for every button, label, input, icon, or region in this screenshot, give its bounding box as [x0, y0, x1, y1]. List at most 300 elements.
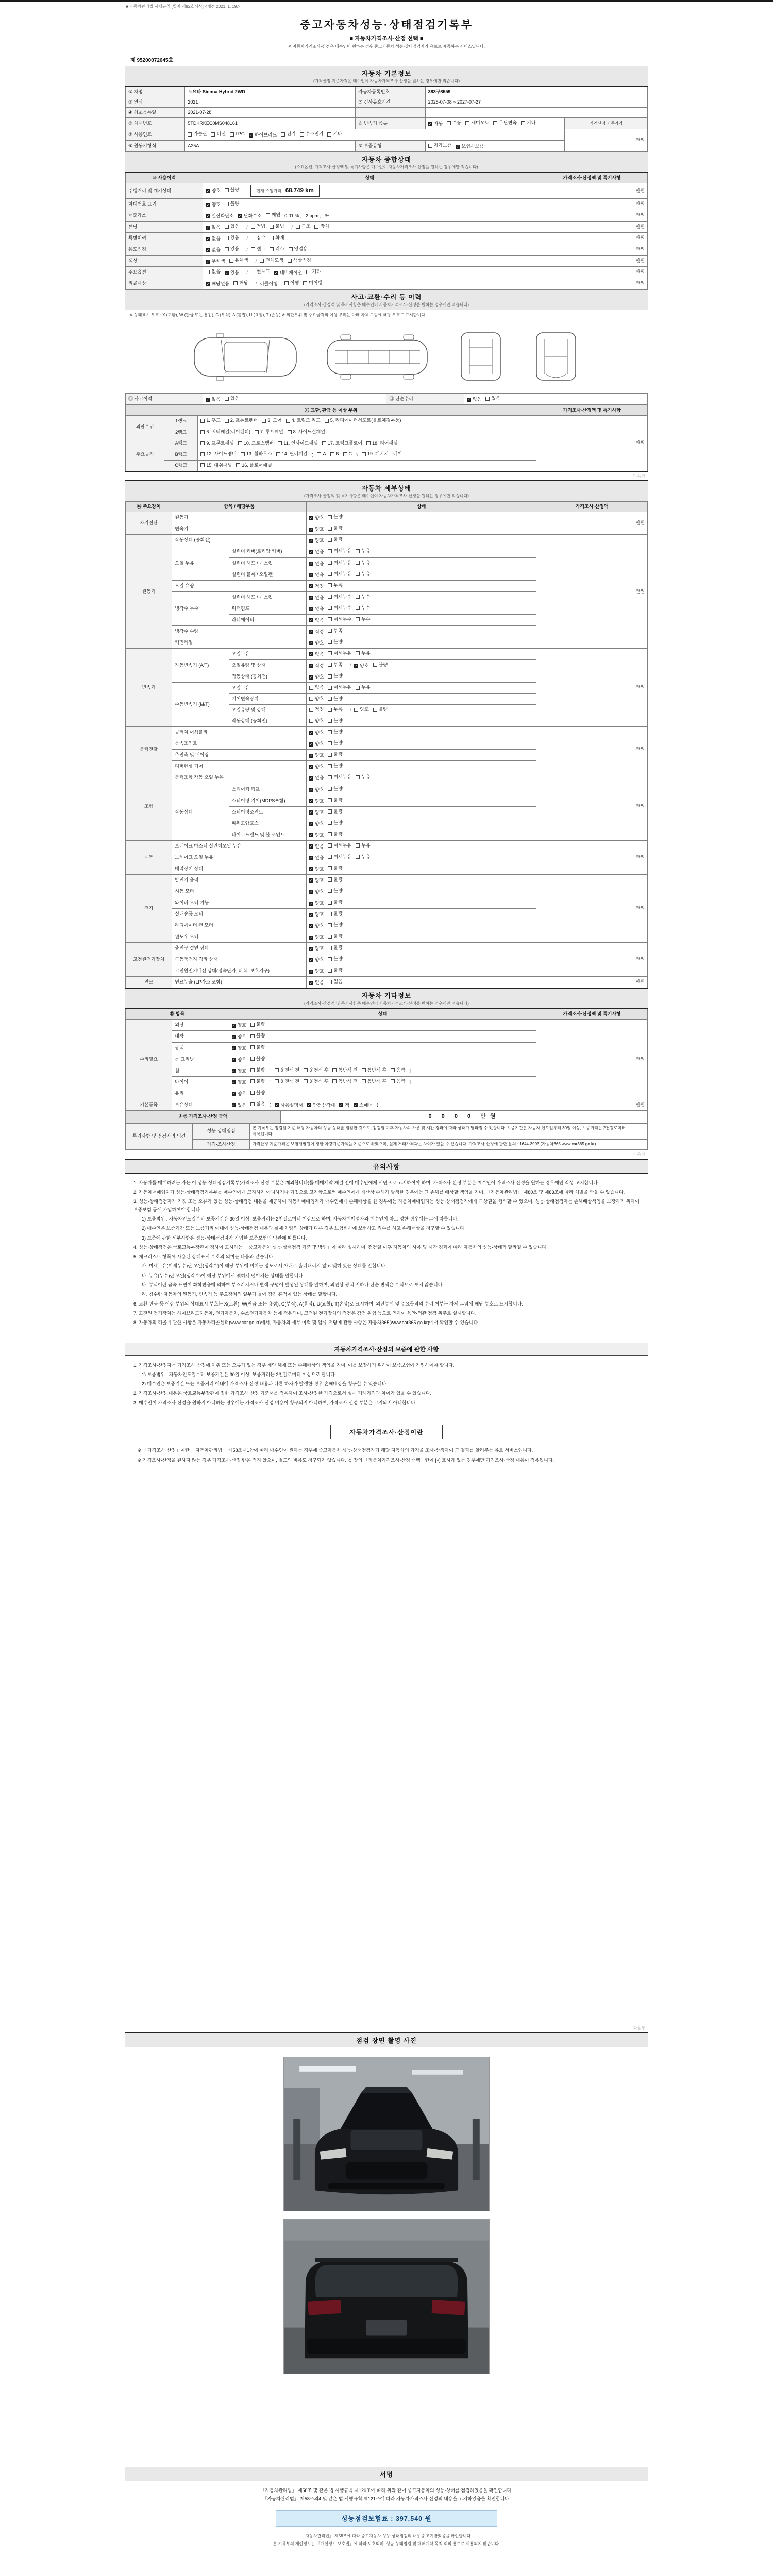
checkbox-unchecked[interactable]	[328, 808, 342, 815]
checkbox-box-icon[interactable]	[328, 515, 332, 519]
checkbox-box-icon[interactable]	[200, 463, 205, 467]
checkbox-box-icon[interactable]	[332, 1068, 337, 1072]
checkbox-box-icon[interactable]	[328, 775, 332, 779]
checkbox-checked[interactable]	[232, 1068, 246, 1075]
checkbox-unchecked[interactable]	[200, 429, 250, 435]
checkbox-unchecked[interactable]	[230, 131, 245, 138]
checkbox-box-icon[interactable]	[225, 397, 229, 401]
checkbox-unchecked[interactable]	[251, 234, 265, 241]
checkbox-checked[interactable]	[309, 945, 324, 952]
checkbox-checked[interactable]	[456, 143, 483, 150]
checkbox-box-icon[interactable]: ✓	[428, 122, 432, 126]
checkbox-checked[interactable]	[309, 843, 324, 850]
checkbox-unchecked[interactable]	[391, 1067, 405, 1074]
checkbox-box-icon[interactable]	[328, 798, 332, 802]
checkbox-unchecked[interactable]	[362, 1078, 386, 1085]
checkbox-checked[interactable]	[232, 1045, 246, 1052]
checkbox-unchecked[interactable]	[309, 706, 324, 713]
checkbox-box-icon[interactable]	[206, 270, 210, 274]
checkbox-box-icon[interactable]	[328, 923, 332, 927]
checkbox-unchecked[interactable]	[270, 223, 284, 230]
checkbox-checked[interactable]	[206, 247, 220, 253]
checkbox-box-icon[interactable]	[328, 821, 332, 825]
checkbox-unchecked[interactable]	[289, 246, 308, 252]
checkbox-checked[interactable]	[206, 224, 220, 231]
checkbox-unchecked[interactable]	[328, 740, 342, 747]
checkbox-checked[interactable]	[309, 923, 324, 929]
checkbox-unchecked[interactable]	[465, 120, 489, 126]
checkbox-checked[interactable]	[309, 537, 324, 544]
checkbox-checked[interactable]	[309, 730, 324, 736]
checkbox-box-icon[interactable]	[521, 121, 525, 125]
checkbox-unchecked[interactable]	[250, 1067, 265, 1074]
checkbox-box-icon[interactable]: ✓	[354, 1104, 357, 1108]
checkbox-unchecked[interactable]	[262, 417, 281, 424]
checkbox-unchecked[interactable]	[328, 525, 342, 532]
checkbox-box-icon[interactable]	[356, 549, 360, 553]
checkbox-box-icon[interactable]	[328, 935, 332, 939]
checkbox-box-icon[interactable]	[230, 132, 234, 137]
checkbox-unchecked[interactable]	[356, 842, 370, 849]
checkbox-box-icon[interactable]	[200, 419, 205, 423]
checkbox-unchecked[interactable]	[356, 650, 370, 657]
checkbox-unchecked[interactable]	[391, 1078, 405, 1085]
checkbox-box-icon[interactable]	[303, 281, 307, 285]
checkbox-box-icon[interactable]: ✓	[307, 1104, 311, 1108]
checkbox-checked[interactable]	[275, 1102, 303, 1109]
checkbox-box-icon[interactable]	[314, 225, 318, 229]
checkbox-box-icon[interactable]	[328, 561, 332, 565]
checkbox-box-icon[interactable]: ✓	[310, 890, 313, 894]
checkbox-box-icon[interactable]: ✓	[310, 607, 313, 612]
checkbox-box-icon[interactable]: ✓	[310, 811, 313, 815]
checkbox-box-icon[interactable]: ✓	[310, 845, 313, 849]
checkbox-checked[interactable]	[354, 1102, 373, 1109]
checkbox-checked[interactable]	[309, 798, 324, 805]
checkbox-unchecked[interactable]	[328, 639, 342, 646]
checkbox-unchecked[interactable]	[188, 131, 207, 138]
checkbox-unchecked[interactable]	[309, 718, 324, 724]
checkbox-box-icon[interactable]	[328, 787, 332, 791]
checkbox-unchecked[interactable]	[328, 696, 342, 702]
checkbox-box-icon[interactable]	[356, 572, 360, 576]
checkbox-checked[interactable]	[309, 515, 324, 521]
checkbox-unchecked[interactable]	[356, 774, 370, 781]
checkbox-box-icon[interactable]	[200, 452, 205, 456]
checkbox-unchecked[interactable]	[428, 142, 452, 149]
checkbox-box-icon[interactable]	[251, 225, 255, 229]
checkbox-box-icon[interactable]	[238, 441, 242, 445]
checkbox-box-icon[interactable]	[328, 946, 332, 950]
checkbox-box-icon[interactable]: ✓	[310, 788, 313, 792]
checkbox-unchecked[interactable]	[286, 417, 321, 424]
checkbox-box-icon[interactable]	[270, 225, 274, 229]
checkbox-box-icon[interactable]: ✓	[275, 1104, 279, 1108]
checkbox-checked[interactable]	[232, 1033, 246, 1040]
checkbox-checked[interactable]	[307, 1102, 335, 1109]
checkbox-box-icon[interactable]: ✓	[310, 528, 313, 532]
checkbox-box-icon[interactable]	[328, 980, 332, 984]
checkbox-box-icon[interactable]	[225, 419, 229, 423]
checkbox-unchecked[interactable]	[211, 131, 225, 138]
checkbox-box-icon[interactable]	[362, 1068, 366, 1072]
checkbox-box-icon[interactable]	[309, 686, 313, 690]
checkbox-checked[interactable]	[309, 900, 324, 907]
checkbox-checked[interactable]	[309, 583, 324, 590]
checkbox-unchecked[interactable]	[327, 131, 342, 138]
checkbox-box-icon[interactable]: ✓	[310, 754, 313, 758]
checkbox-box-icon[interactable]	[233, 281, 238, 285]
checkbox-box-icon[interactable]	[391, 1079, 395, 1083]
checkbox-checked[interactable]	[309, 889, 324, 895]
checkbox-box-icon[interactable]: ✓	[232, 1058, 236, 1062]
checkbox-box-icon[interactable]: ✓	[310, 742, 313, 747]
checkbox-unchecked[interactable]	[250, 1044, 265, 1051]
checkbox-unchecked[interactable]	[306, 268, 321, 275]
checkbox-unchecked[interactable]	[328, 728, 342, 735]
checkbox-box-icon[interactable]	[250, 1045, 255, 1049]
checkbox-unchecked[interactable]	[251, 223, 265, 230]
checkbox-box-icon[interactable]: ✓	[310, 539, 313, 543]
checkbox-unchecked[interactable]	[328, 820, 342, 826]
checkbox-box-icon[interactable]	[328, 595, 332, 599]
checkbox-box-icon[interactable]	[250, 1034, 255, 1038]
checkbox-checked[interactable]	[206, 201, 220, 208]
checkbox-checked[interactable]	[309, 775, 324, 782]
checkbox-box-icon[interactable]: ✓	[310, 913, 313, 917]
checkbox-checked[interactable]	[309, 866, 324, 873]
checkbox-checked[interactable]	[309, 764, 324, 770]
checkbox-checked[interactable]	[206, 281, 229, 287]
checkbox-box-icon[interactable]	[251, 270, 255, 274]
checkbox-box-icon[interactable]	[328, 969, 332, 973]
checkbox-box-icon[interactable]: ✓	[310, 856, 313, 860]
checkbox-box-icon[interactable]: ✓	[206, 189, 210, 193]
checkbox-unchecked[interactable]	[225, 223, 239, 230]
checkbox-unchecked[interactable]	[225, 395, 239, 402]
checkbox-box-icon[interactable]	[328, 686, 332, 690]
checkbox-unchecked[interactable]	[356, 854, 370, 860]
checkbox-box-icon[interactable]	[328, 866, 332, 870]
checkbox-checked[interactable]	[238, 213, 262, 219]
checkbox-checked[interactable]	[232, 1102, 246, 1109]
checkbox-checked[interactable]	[309, 752, 324, 759]
checkbox-box-icon[interactable]: ✓	[456, 145, 460, 149]
checkbox-unchecked[interactable]	[275, 1067, 299, 1074]
checkbox-checked[interactable]	[225, 269, 239, 276]
checkbox-box-icon[interactable]	[362, 1079, 366, 1083]
checkbox-box-icon[interactable]	[236, 463, 240, 467]
checkbox-unchecked[interactable]	[251, 246, 265, 252]
checkbox-box-icon[interactable]	[328, 843, 332, 848]
checkbox-checked[interactable]	[339, 1102, 349, 1109]
checkbox-box-icon[interactable]	[330, 452, 334, 456]
checkbox-unchecked[interactable]	[332, 1078, 357, 1085]
checkbox-unchecked[interactable]	[328, 628, 342, 634]
checkbox-box-icon[interactable]	[328, 719, 332, 723]
checkbox-box-icon[interactable]	[328, 957, 332, 961]
checkbox-box-icon[interactable]: ✓	[310, 776, 313, 781]
checkbox-box-icon[interactable]	[275, 1079, 279, 1083]
checkbox-box-icon[interactable]	[356, 651, 360, 655]
checkbox-unchecked[interactable]	[250, 1090, 265, 1096]
checkbox-box-icon[interactable]	[225, 225, 229, 229]
checkbox-unchecked[interactable]	[236, 462, 272, 469]
checkbox-checked[interactable]	[309, 561, 324, 567]
checkbox-unchecked[interactable]	[328, 718, 342, 724]
checkbox-box-icon[interactable]	[356, 686, 360, 690]
checkbox-box-icon[interactable]	[327, 132, 331, 137]
checkbox-box-icon[interactable]: ✓	[340, 1104, 343, 1108]
checkbox-unchecked[interactable]	[225, 246, 239, 252]
checkbox-unchecked[interactable]	[328, 910, 342, 917]
checkbox-box-icon[interactable]: ✓	[310, 947, 313, 951]
checkbox-checked[interactable]	[309, 934, 324, 941]
checkbox-unchecked[interactable]	[309, 684, 324, 691]
checkbox-box-icon[interactable]	[328, 708, 332, 712]
checkbox-unchecked[interactable]	[328, 560, 351, 566]
checkbox-box-icon[interactable]	[284, 281, 289, 285]
checkbox-box-icon[interactable]: ✓	[310, 958, 313, 962]
checkbox-unchecked[interactable]	[200, 462, 232, 469]
checkbox-box-icon[interactable]	[260, 259, 264, 263]
checkbox-box-icon[interactable]: ✓	[310, 924, 313, 928]
checkbox-unchecked[interactable]	[266, 212, 280, 218]
checkbox-unchecked[interactable]	[328, 774, 351, 781]
checkbox-unchecked[interactable]	[241, 451, 272, 457]
checkbox-box-icon[interactable]	[328, 583, 332, 587]
checkbox-box-icon[interactable]: ✓	[206, 282, 210, 286]
checkbox-checked[interactable]	[309, 572, 324, 579]
checkbox-unchecked[interactable]	[328, 650, 351, 657]
checkbox-unchecked[interactable]	[447, 120, 461, 126]
checkbox-box-icon[interactable]: ✓	[206, 226, 210, 230]
checkbox-box-icon[interactable]	[391, 1068, 395, 1072]
checkbox-box-icon[interactable]: ✓	[232, 1035, 236, 1039]
checkbox-box-icon[interactable]: ✓	[238, 214, 242, 218]
checkbox-checked[interactable]	[309, 957, 324, 963]
checkbox-box-icon[interactable]: ✓	[232, 1104, 236, 1108]
checkbox-box-icon[interactable]: ✓	[310, 868, 313, 872]
checkbox-box-icon[interactable]: ✓	[467, 398, 470, 402]
checkbox-box-icon[interactable]: ✓	[206, 237, 210, 241]
checkbox-checked[interactable]	[206, 213, 233, 219]
checkbox-unchecked[interactable]	[250, 1101, 265, 1108]
checkbox-checked[interactable]	[309, 787, 324, 793]
checkbox-box-icon[interactable]	[465, 121, 469, 125]
checkbox-box-icon[interactable]: ✓	[310, 585, 313, 589]
checkbox-box-icon[interactable]: ✓	[310, 653, 313, 657]
checkbox-box-icon[interactable]	[304, 1068, 308, 1072]
checkbox-box-icon[interactable]	[225, 236, 229, 240]
checkbox-box-icon[interactable]	[211, 132, 215, 137]
checkbox-checked[interactable]	[274, 269, 302, 276]
checkbox-checked[interactable]	[309, 809, 324, 816]
checkbox-unchecked[interactable]	[328, 662, 342, 668]
checkbox-box-icon[interactable]: ✓	[310, 765, 313, 769]
checkbox-box-icon[interactable]	[328, 629, 332, 633]
checkbox-box-icon[interactable]	[225, 202, 229, 206]
checkbox-unchecked[interactable]	[309, 696, 324, 702]
checkbox-box-icon[interactable]	[304, 1079, 308, 1083]
checkbox-unchecked[interactable]	[356, 548, 370, 554]
checkbox-box-icon[interactable]	[288, 259, 292, 263]
checkbox-box-icon[interactable]	[356, 606, 360, 610]
checkbox-box-icon[interactable]	[328, 697, 332, 701]
checkbox-box-icon[interactable]: ✓	[274, 271, 278, 275]
checkbox-checked[interactable]	[232, 1022, 246, 1029]
checkbox-box-icon[interactable]	[447, 121, 451, 125]
checkbox-box-icon[interactable]	[328, 809, 332, 814]
checkbox-box-icon[interactable]	[328, 651, 332, 655]
checkbox-box-icon[interactable]	[328, 741, 332, 745]
checkbox-box-icon[interactable]: ✓	[310, 800, 313, 804]
checkbox-box-icon[interactable]	[356, 843, 360, 848]
checkbox-box-icon[interactable]: ✓	[232, 1081, 236, 1085]
checkbox-box-icon[interactable]	[289, 247, 293, 251]
checkbox-unchecked[interactable]	[281, 131, 295, 138]
checkbox-box-icon[interactable]	[286, 419, 290, 423]
checkbox-box-icon[interactable]: ✓	[310, 664, 313, 668]
checkbox-unchecked[interactable]	[296, 223, 310, 230]
checkbox-checked[interactable]	[249, 132, 277, 139]
checkbox-checked[interactable]	[232, 1057, 246, 1063]
checkbox-unchecked[interactable]	[328, 786, 342, 792]
checkbox-box-icon[interactable]	[493, 121, 497, 125]
checkbox-checked[interactable]	[206, 235, 220, 242]
checkbox-box-icon[interactable]	[328, 912, 332, 916]
checkbox-box-icon[interactable]: ✓	[232, 1047, 236, 1051]
checkbox-unchecked[interactable]	[328, 751, 342, 758]
checkbox-unchecked[interactable]	[328, 548, 351, 554]
checkbox-box-icon[interactable]: ✓	[310, 550, 313, 554]
checkbox-box-icon[interactable]	[281, 132, 285, 137]
checkbox-box-icon[interactable]: ✓	[232, 1092, 236, 1096]
checkbox-checked[interactable]	[309, 640, 324, 647]
checkbox-unchecked[interactable]	[229, 257, 248, 264]
checkbox-unchecked[interactable]	[225, 187, 239, 193]
checkbox-box-icon[interactable]: ✓	[310, 970, 313, 974]
checkbox-box-icon[interactable]	[325, 419, 329, 423]
checkbox-unchecked[interactable]	[225, 200, 239, 207]
checkbox-unchecked[interactable]	[328, 673, 342, 680]
checkbox-checked[interactable]	[309, 968, 324, 975]
checkbox-box-icon[interactable]: ✓	[310, 562, 313, 566]
checkbox-box-icon[interactable]	[250, 1068, 255, 1072]
checkbox-box-icon[interactable]	[250, 1102, 255, 1106]
checkbox-unchecked[interactable]	[328, 967, 342, 974]
checkbox-unchecked[interactable]	[325, 417, 401, 424]
checkbox-box-icon[interactable]	[266, 213, 270, 217]
checkbox-box-icon[interactable]	[250, 1023, 255, 1027]
checkbox-box-icon[interactable]	[225, 247, 229, 251]
checkbox-box-icon[interactable]	[328, 855, 332, 859]
checkbox-box-icon[interactable]	[229, 259, 233, 263]
checkbox-unchecked[interactable]	[275, 1078, 299, 1085]
checkbox-unchecked[interactable]	[328, 922, 342, 928]
checkbox-unchecked[interactable]	[328, 594, 351, 600]
checkbox-box-icon[interactable]	[225, 188, 229, 192]
checkbox-box-icon[interactable]: ✓	[310, 630, 313, 634]
checkbox-box-icon[interactable]	[328, 832, 332, 836]
checkbox-unchecked[interactable]	[356, 616, 370, 623]
checkbox-unchecked[interactable]	[250, 1056, 265, 1062]
checkbox-box-icon[interactable]	[373, 663, 377, 667]
checkbox-box-icon[interactable]	[288, 430, 292, 434]
checkbox-unchecked[interactable]	[328, 831, 342, 838]
checkbox-checked[interactable]	[309, 617, 324, 624]
checkbox-unchecked[interactable]	[373, 706, 388, 713]
checkbox-checked[interactable]	[309, 606, 324, 613]
checkbox-checked[interactable]	[309, 595, 324, 601]
checkbox-box-icon[interactable]	[300, 132, 304, 137]
checkbox-box-icon[interactable]	[270, 236, 274, 240]
checkbox-box-icon[interactable]	[356, 595, 360, 599]
checkbox-unchecked[interactable]	[485, 395, 500, 402]
checkbox-box-icon[interactable]	[328, 527, 332, 531]
checkbox-unchecked[interactable]	[362, 451, 402, 457]
checkbox-box-icon[interactable]	[188, 132, 192, 137]
checkbox-checked[interactable]	[309, 821, 324, 827]
checkbox-checked[interactable]	[309, 741, 324, 748]
checkbox-unchecked[interactable]	[356, 571, 370, 578]
checkbox-box-icon[interactable]	[485, 397, 490, 401]
checkbox-box-icon[interactable]	[328, 674, 332, 679]
checkbox-unchecked[interactable]	[356, 605, 370, 612]
checkbox-unchecked[interactable]	[300, 131, 324, 138]
checkbox-box-icon[interactable]	[317, 452, 321, 456]
checkbox-unchecked[interactable]	[200, 440, 233, 447]
checkbox-unchecked[interactable]	[288, 257, 311, 264]
checkbox-checked[interactable]	[309, 663, 324, 669]
checkbox-checked[interactable]	[309, 877, 324, 884]
checkbox-unchecked[interactable]	[200, 417, 220, 424]
checkbox-unchecked[interactable]	[276, 451, 308, 457]
checkbox-box-icon[interactable]	[328, 538, 332, 542]
checkbox-unchecked[interactable]	[354, 706, 368, 713]
checkbox-box-icon[interactable]	[366, 441, 371, 445]
checkbox-unchecked[interactable]	[278, 440, 318, 447]
checkbox-box-icon[interactable]	[328, 889, 332, 893]
checkbox-unchecked[interactable]	[250, 1078, 265, 1085]
checkbox-box-icon[interactable]: ✓	[310, 879, 313, 883]
checkbox-box-icon[interactable]	[328, 877, 332, 882]
checkbox-unchecked[interactable]	[322, 440, 362, 447]
checkbox-box-icon[interactable]	[328, 901, 332, 905]
checkbox-box-icon[interactable]	[328, 753, 332, 757]
checkbox-checked[interactable]	[309, 651, 324, 658]
checkbox-unchecked[interactable]	[493, 120, 517, 126]
checkbox-box-icon[interactable]	[200, 441, 205, 445]
checkbox-box-icon[interactable]: ✓	[225, 271, 228, 275]
checkbox-unchecked[interactable]	[328, 797, 342, 804]
checkbox-unchecked[interactable]	[328, 605, 351, 612]
checkbox-box-icon[interactable]	[251, 247, 255, 251]
checkbox-box-icon[interactable]	[328, 663, 332, 667]
checkbox-unchecked[interactable]	[206, 268, 220, 275]
checkbox-box-icon[interactable]: ✓	[206, 398, 210, 402]
checkbox-unchecked[interactable]	[366, 440, 398, 447]
checkbox-box-icon[interactable]	[278, 441, 282, 445]
checkbox-checked[interactable]	[428, 121, 443, 127]
checkbox-unchecked[interactable]	[260, 257, 283, 264]
checkbox-box-icon[interactable]: ✓	[310, 641, 313, 646]
checkbox-box-icon[interactable]	[328, 730, 332, 734]
checkbox-box-icon[interactable]	[251, 236, 255, 240]
checkbox-checked[interactable]	[309, 979, 324, 986]
checkbox-unchecked[interactable]	[225, 417, 258, 424]
checkbox-box-icon[interactable]: ✓	[232, 1070, 236, 1074]
